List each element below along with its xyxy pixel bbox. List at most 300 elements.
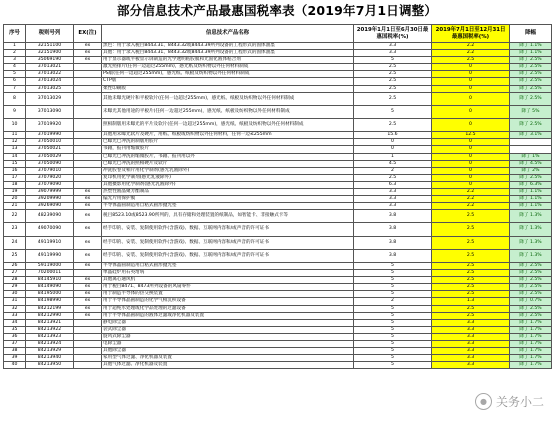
cell-tariff-code: 84213929: [26, 348, 74, 355]
header-seq: 序号: [4, 25, 26, 43]
cell-drop: 降了 2.5%: [510, 312, 552, 319]
cell-seq: 22: [4, 210, 26, 223]
cell-tariff-code: 49119990: [26, 249, 74, 262]
cell-ex: [74, 85, 102, 92]
cell-rate-h1: 2.5: [354, 174, 432, 181]
cell-rate-h2: 2.5: [432, 249, 510, 262]
table-row: [4, 341, 552, 348]
header-ex: EX(注): [74, 25, 102, 43]
cell-rate-h1: 2.5: [354, 85, 432, 92]
cell-product-name: 用于超纯水处理或化学品处理的过滤设备: [102, 305, 354, 312]
cell-rate-h1: 5: [354, 341, 432, 348]
table-row: [4, 92, 552, 105]
cell-drop: 降了 1.1%: [510, 203, 552, 210]
cell-seq: 4: [4, 64, 26, 71]
cell-product-name: 偏光片用保护膜: [102, 196, 354, 203]
cell-ex: ex: [74, 263, 102, 270]
cell-seq: 28: [4, 277, 26, 284]
cell-product-name: 经手印的、安装、复制使用软件(含游戏)、数据、互联网内容和/或声音的许可证书: [102, 223, 354, 236]
cell-seq: 8: [4, 92, 26, 105]
cell-ex: ex: [74, 43, 102, 50]
table-row: [4, 298, 552, 305]
cell-drop: 降了 1.7%: [510, 348, 552, 355]
cell-ex: [74, 348, 102, 355]
cell-tariff-code: 84149090: [26, 284, 74, 291]
cell-drop: 降了 1.1%: [510, 50, 552, 57]
table-row: [4, 348, 552, 355]
cell-drop: 降了 1.7%: [510, 355, 552, 362]
cell-tariff-code: 84195000: [26, 291, 74, 298]
table-row: [4, 132, 552, 139]
cell-tariff-code: 39209990: [26, 196, 74, 203]
cell-rate-h2: 0: [432, 105, 510, 118]
cell-rate-h1: 5: [354, 319, 432, 326]
table-row: [4, 277, 552, 284]
cell-rate-h1: 5: [354, 284, 432, 291]
cell-drop: 降了 2.5%: [510, 78, 552, 85]
cell-tariff-code: 70200011: [26, 270, 74, 277]
cell-seq: 3: [4, 57, 26, 64]
cell-seq: 39: [4, 355, 26, 362]
cell-seq: 24: [4, 236, 26, 249]
cell-rate-h1: 3.3: [354, 203, 432, 210]
cell-product-name: 税目8523.10或8523.90所列的，具有存储和处理装置的纸制品，如智能卡、非接触式卡等: [102, 210, 354, 223]
cell-drop: 降了 5%: [510, 105, 552, 118]
cell-rate-h2: 0: [432, 174, 510, 181]
cell-seq: 37: [4, 341, 26, 348]
cell-ex: [74, 160, 102, 167]
table-row: [4, 119, 552, 132]
cell-rate-h2: 2.5: [432, 236, 510, 249]
cell-ex: ex: [74, 223, 102, 236]
cell-seq: 20: [4, 196, 26, 203]
cell-ex: [74, 326, 102, 333]
cell-seq: 2: [4, 50, 26, 57]
cell-tariff-code: 37013090: [26, 105, 74, 118]
cell-product-name: 半导体晶圆制造用自粘式圆形抛光垫: [102, 203, 354, 210]
table-row: [4, 160, 552, 167]
cell-drop: 降了 1.7%: [510, 319, 552, 326]
cell-tariff-code: 37050090: [26, 160, 74, 167]
cell-rate-h1: 2.5: [354, 71, 432, 78]
cell-seq: 29: [4, 284, 26, 291]
cell-tariff-code: 35069190: [26, 57, 74, 64]
cell-tariff-code: 84213923: [26, 333, 74, 340]
cell-drop: 降了 1.7%: [510, 341, 552, 348]
cell-rate-h1: 5: [354, 348, 432, 355]
cell-seq: 38: [4, 348, 26, 355]
cell-rate-h1: 3.3: [354, 50, 432, 57]
cell-ex: ex: [74, 291, 102, 298]
cell-tariff-code: 37013025: [26, 85, 74, 92]
cell-ex: [74, 119, 102, 132]
cell-rate-h2: 0: [432, 167, 510, 174]
cell-seq: 23: [4, 223, 26, 236]
cell-product-name: 其他未曝光硬片和平板软片(任何一边超过255mm)，感光纸、纸板及纺织物以外任何材料制成: [102, 92, 354, 105]
cell-seq: 40: [4, 362, 26, 369]
cell-rate-h1: 2.5: [354, 92, 432, 105]
cell-drop: 降了 4.5%: [510, 160, 552, 167]
cell-rate-h1: 5: [354, 263, 432, 270]
cell-product-name: 柔性印刷版: [102, 85, 354, 92]
cell-seq: 31: [4, 298, 26, 305]
cell-ex: [74, 71, 102, 78]
table-row: [4, 43, 552, 50]
cell-product-name: PS版(任何一边超过255mm)，感光纸、纸板及纺织物以外任何材料制成: [102, 71, 354, 78]
cell-rate-h2: 3.3: [432, 348, 510, 355]
cell-drop: 降了 0.7%: [510, 298, 552, 305]
table-row: [4, 291, 552, 298]
table-row: [4, 181, 552, 188]
table-row: [4, 223, 552, 236]
cell-ex: ex: [74, 236, 102, 249]
cell-ex: [74, 78, 102, 85]
table-row: [4, 305, 552, 312]
page-title: 部分信息技术产品最惠国税率表（2019年7月1日调整）: [116, 3, 438, 18]
cell-rate-h1: 4.5: [354, 160, 432, 167]
cell-drop: 降了 3.1%: [510, 132, 552, 139]
cell-rate-h2: 3.3: [432, 362, 510, 369]
cell-ex: [74, 355, 102, 362]
cell-drop: 降了 2%: [510, 167, 552, 174]
cell-seq: 18: [4, 181, 26, 188]
header-drop: 降幅: [510, 25, 552, 43]
table-row: [4, 71, 552, 78]
cell-drop: 降了 2.5%: [510, 57, 552, 64]
cell-seq: 30: [4, 291, 26, 298]
cell-product-name: 热塑性液晶聚芳酯制品: [102, 188, 354, 195]
cell-product-name: 照相制版用未曝光的平片及软片(任何一边超过255mm)，感光纸、纸板及纺织物以外任何材料制成: [102, 119, 354, 132]
cell-tariff-code: 37079010: [26, 167, 74, 174]
cell-rate-h1: 5: [354, 312, 432, 319]
cell-tariff-code: 84213921: [26, 319, 74, 326]
cell-product-name: 其他离心通风机: [102, 277, 354, 284]
table-row: [4, 188, 552, 195]
cell-seq: 36: [4, 333, 26, 340]
cell-drop: 降了 2.5%: [510, 119, 552, 132]
cell-rate-h2: 0: [432, 92, 510, 105]
cell-rate-h2: 2.5: [432, 270, 510, 277]
cell-drop: 降了 1.3%: [510, 249, 552, 262]
cell-rate-h2: 2.2: [432, 188, 510, 195]
cell-seq: 5: [4, 71, 26, 78]
cell-seq: 12: [4, 139, 26, 146]
cell-rate-h2: 2.5: [432, 277, 510, 284]
cell-product-name: 单晶硅炉用石英坩埚: [102, 270, 354, 277]
cell-rate-h2: 2.2: [432, 43, 510, 50]
cell-product-name: 旋风式除尘器: [102, 333, 354, 340]
cell-product-name: 其他除尘器: [102, 348, 354, 355]
cell-product-name: 袋式除尘器: [102, 326, 354, 333]
cell-tariff-code: 49070090: [26, 223, 74, 236]
cell-ex: ex: [74, 284, 102, 291]
table-row: [4, 153, 552, 160]
cell-ex: ex: [74, 188, 102, 195]
cell-seq: 7: [4, 85, 26, 92]
cell-rate-h1: 5: [354, 291, 432, 298]
cell-rate-h1: 5: [354, 105, 432, 118]
cell-seq: 1: [4, 43, 26, 50]
cell-product-name: 激光照排片(任何一边超过255mm)，感光纸及纺织物以外任何材料制成: [102, 64, 354, 71]
cell-ex: ex: [74, 305, 102, 312]
cell-drop: 降了 2.5%: [510, 92, 552, 105]
cell-product-name: 复印机用化学制剂(感光乳液除外): [102, 174, 354, 181]
cell-tariff-code: 84212199: [26, 305, 74, 312]
cell-seq: 13: [4, 146, 26, 153]
cell-rate-h1: 0: [354, 146, 432, 153]
cell-drop: 降了 1.7%: [510, 362, 552, 369]
cell-drop: 降了 6.3%: [510, 181, 552, 188]
cell-rate-h2: 0: [432, 146, 510, 153]
cell-product-name: 已曝光已冲洗的缩微胶片，书籍、报刊用以外: [102, 153, 354, 160]
cell-drop: 降了 1.3%: [510, 210, 552, 223]
cell-product-name: 经手印的、安装、复制使用软件(含游戏)、数据、互联网内容和/或声音的许可证书: [102, 249, 354, 262]
cell-rate-h1: 1: [354, 153, 432, 160]
wechat-icon: ●: [475, 393, 492, 410]
header-product-name: 信息技术产品名称: [102, 25, 354, 43]
cell-rate-h2: 2.2: [432, 196, 510, 203]
cell-drop: [510, 139, 552, 146]
header-row: [4, 25, 552, 43]
table-row: [4, 312, 552, 319]
cell-product-name: 用于税目8471、8473所列设备的风扇零件: [102, 284, 354, 291]
cell-ex: [74, 153, 102, 160]
cell-ex: [74, 167, 102, 174]
cell-rate-h1: 15.6: [354, 132, 432, 139]
cell-ex: [74, 105, 102, 118]
table-row: [4, 146, 552, 153]
cell-ex: ex: [74, 210, 102, 223]
cell-product-name: 用于半导体晶圆制造的液体过滤或净化机器及装置: [102, 312, 354, 319]
cell-drop: 降了 1.1%: [510, 188, 552, 195]
cell-tariff-code: 37013024: [26, 78, 74, 85]
cell-ex: [74, 132, 102, 139]
cell-rate-h2: 2.5: [432, 223, 510, 236]
cell-drop: 降了 2.5%: [510, 85, 552, 92]
table-row: [4, 284, 552, 291]
header-tariff-code: 税则号列: [26, 25, 74, 43]
table-row: [4, 236, 552, 249]
cell-product-name: 电除尘器: [102, 341, 354, 348]
cell-rate-h2: 2.5: [432, 312, 510, 319]
cell-tariff-code: 84198990: [26, 298, 74, 305]
cell-drop: 降了 1.3%: [510, 223, 552, 236]
cell-drop: 降了 1%: [510, 153, 552, 160]
cell-tariff-code: 84145910: [26, 277, 74, 284]
cell-seq: 26: [4, 263, 26, 270]
cell-rate-h1: 2: [354, 167, 432, 174]
cell-drop: 降了 2.5%: [510, 263, 552, 270]
cell-ex: [74, 174, 102, 181]
cell-seq: 10: [4, 119, 26, 132]
cell-rate-h2: 0: [432, 71, 510, 78]
cell-product-name: 用于半导体晶圆制造的化学气相沉积设备: [102, 298, 354, 305]
cell-ex: ex: [74, 312, 102, 319]
cell-ex: ex: [74, 196, 102, 203]
cell-product-name: 已曝光已冲洗的照相硬片及软片: [102, 160, 354, 167]
cell-ex: [74, 362, 102, 369]
table-row: [4, 210, 552, 223]
cell-rate-h1: 3.3: [354, 188, 432, 195]
table-row: [4, 167, 552, 174]
cell-rate-h2: 2.2: [432, 50, 510, 57]
cell-product-name: 其他：用于录入税目8443.31、8443.32或8443.39所列设备的工程形式的固体油墨: [102, 50, 354, 57]
cell-drop: 降了 2.5%: [510, 71, 552, 78]
cell-tariff-code: 39269090: [26, 203, 74, 210]
cell-rate-h2: 0: [432, 139, 510, 146]
cell-rate-h1: 3.3: [354, 196, 432, 203]
cell-tariff-code: 37013029: [26, 92, 74, 105]
table-row: [4, 174, 552, 181]
cell-tariff-code: 84213950: [26, 362, 74, 369]
cell-rate-h1: 2: [354, 298, 432, 305]
cell-tariff-code: 37019990: [26, 132, 74, 139]
cell-product-name: 其他用未曝光软片及硬片，用纸、纸板或纺织物以外任何材料，任何一边≤255mm: [102, 132, 354, 139]
cell-rate-h1: 5: [354, 270, 432, 277]
cell-ex: ex: [74, 298, 102, 305]
cell-ex: [74, 64, 102, 71]
cell-rate-h2: 2.5: [432, 210, 510, 223]
cell-rate-h2: 2.5: [432, 263, 510, 270]
cell-tariff-code: 37079090: [26, 181, 74, 188]
cell-rate-h2: 2.5: [432, 305, 510, 312]
cell-drop: 降了 2.5%: [510, 284, 552, 291]
cell-product-name: 静电除尘器: [102, 319, 354, 326]
cell-drop: 降了 1.7%: [510, 326, 552, 333]
cell-rate-h1: 5: [354, 355, 432, 362]
cell-rate-h1: 2.5: [354, 78, 432, 85]
cell-seq: 21: [4, 203, 26, 210]
cell-seq: 6: [4, 78, 26, 85]
cell-tariff-code: 37079020: [26, 174, 74, 181]
cell-product-name: 未曝光其他用途的平板片(任何一边超过255mm)，感光纸、纸板及纺织物以外任何材料制成: [102, 105, 354, 118]
cell-rate-h1: 6.3: [354, 181, 432, 188]
cell-tariff-code: 39079999: [26, 188, 74, 195]
cell-rate-h1: 3.8: [354, 249, 432, 262]
cell-product-name: 冲洗胶卷及相片用化学制剂(感光乳液除外): [102, 167, 354, 174]
cell-rate-h2: 2.5: [432, 284, 510, 291]
cell-tariff-code: 37050021: [26, 146, 74, 153]
cell-ex: [74, 92, 102, 105]
table-row: [4, 50, 552, 57]
cell-rate-h1: 5: [354, 362, 432, 369]
cell-rate-h1: 3.8: [354, 236, 432, 249]
cell-rate-h2: 3.3: [432, 319, 510, 326]
cell-product-name: 用于制造半导体的热交换装置: [102, 291, 354, 298]
cell-drop: 降了 1.3%: [510, 236, 552, 249]
cell-product-name: 其他摄影用化学制剂(感光乳液除外): [102, 181, 354, 188]
table-row: [4, 270, 552, 277]
cell-rate-h2: 3.3: [432, 355, 510, 362]
cell-tariff-code: 49119910: [26, 236, 74, 249]
cell-seq: 11: [4, 132, 26, 139]
cell-drop: [510, 146, 552, 153]
cell-drop: 降了 2.5%: [510, 277, 552, 284]
cell-rate-h2: 2.2: [432, 203, 510, 210]
cell-tariff-code: 37019920: [26, 119, 74, 132]
cell-tariff-code: 59119000: [26, 263, 74, 270]
cell-tariff-code: 32151900: [26, 50, 74, 57]
cell-ex: [74, 270, 102, 277]
cell-seq: 16: [4, 167, 26, 174]
cell-seq: 35: [4, 326, 26, 333]
cell-drop: 降了 2.5%: [510, 291, 552, 298]
cell-product-name: 黑色：用于录入税目8443.31、8443.32或8443.39所列设备的工程形式的固体油墨: [102, 43, 354, 50]
cell-product-name: 书籍，报刊用缩微胶片: [102, 146, 354, 153]
table-row: [4, 139, 552, 146]
cell-ex: [74, 319, 102, 326]
cell-rate-h1: 5: [354, 305, 432, 312]
cell-rate-h2: 1.3: [432, 298, 510, 305]
cell-rate-h2: 0: [432, 181, 510, 188]
table-row: [4, 326, 552, 333]
cell-product-name: 其他气体过滤、净化机器及装置: [102, 362, 354, 369]
cell-drop: 降了 2.5%: [510, 64, 552, 71]
cell-ex: [74, 341, 102, 348]
table-row: [4, 249, 552, 262]
table-row: [4, 57, 552, 64]
cell-rate-h2: 3.3: [432, 341, 510, 348]
cell-seq: 17: [4, 174, 26, 181]
header-rate-h1: 2019年1月1日至6月30日最惠国税率(%): [354, 25, 432, 43]
cell-tariff-code: 84213924: [26, 341, 74, 348]
cell-product-name: 家用型气体过滤、净化机器及装置: [102, 355, 354, 362]
cell-product-name: 用于显示器或平板显示屏制造的光学透明粘胶膜和光固化液体粘合剂: [102, 57, 354, 64]
cell-ex: ex: [74, 50, 102, 57]
table-row: [4, 85, 552, 92]
cell-seq: 34: [4, 319, 26, 326]
cell-rate-h2: 0: [432, 64, 510, 71]
header-rate-h2: 2019年7月1日至12月31日最惠国税率(%): [432, 25, 510, 43]
cell-seq: 14: [4, 153, 26, 160]
cell-rate-h1: 3.8: [354, 210, 432, 223]
table-row: [4, 196, 552, 203]
cell-seq: 9: [4, 105, 26, 118]
table-body: [4, 43, 552, 369]
cell-product-name: 半导体晶圆制造用自粘式圆形抛光垫: [102, 263, 354, 270]
cell-drop: 降了 2.5%: [510, 174, 552, 181]
table-row: [4, 319, 552, 326]
cell-ex: ex: [74, 277, 102, 284]
cell-rate-h1: 3.3: [354, 43, 432, 50]
cell-drop: 降了 1.7%: [510, 333, 552, 340]
cell-ex: ex: [74, 249, 102, 262]
cell-tariff-code: 84212990: [26, 312, 74, 319]
cell-rate-h2: 0: [432, 153, 510, 160]
cell-tariff-code: 84213922: [26, 326, 74, 333]
cell-rate-h1: 2.5: [354, 119, 432, 132]
cell-drop: 降了 1.1%: [510, 196, 552, 203]
cell-tariff-code: 48239090: [26, 210, 74, 223]
table-row: [4, 105, 552, 118]
tariff-table: [3, 24, 552, 369]
table-row: [4, 355, 552, 362]
watermark-text: 关务小二: [495, 395, 544, 409]
table-row: [4, 333, 552, 340]
cell-ex: [74, 333, 102, 340]
cell-rate-h2: 0: [432, 85, 510, 92]
cell-rate-h1: 5: [354, 277, 432, 284]
cell-product-name: 经手印的、安装、复制使用软件(含游戏)、数据、互联网内容和/或声音的许可证书: [102, 236, 354, 249]
cell-rate-h2: 3.3: [432, 326, 510, 333]
cell-tariff-code: 37013021: [26, 64, 74, 71]
cell-rate-h1: 5: [354, 333, 432, 340]
cell-rate-h1: 2.5: [354, 64, 432, 71]
cell-product-name: CTP版: [102, 78, 354, 85]
cell-rate-h1: 5: [354, 57, 432, 64]
cell-rate-h2: 2.5: [432, 57, 510, 64]
cell-rate-h2: 12.5: [432, 132, 510, 139]
